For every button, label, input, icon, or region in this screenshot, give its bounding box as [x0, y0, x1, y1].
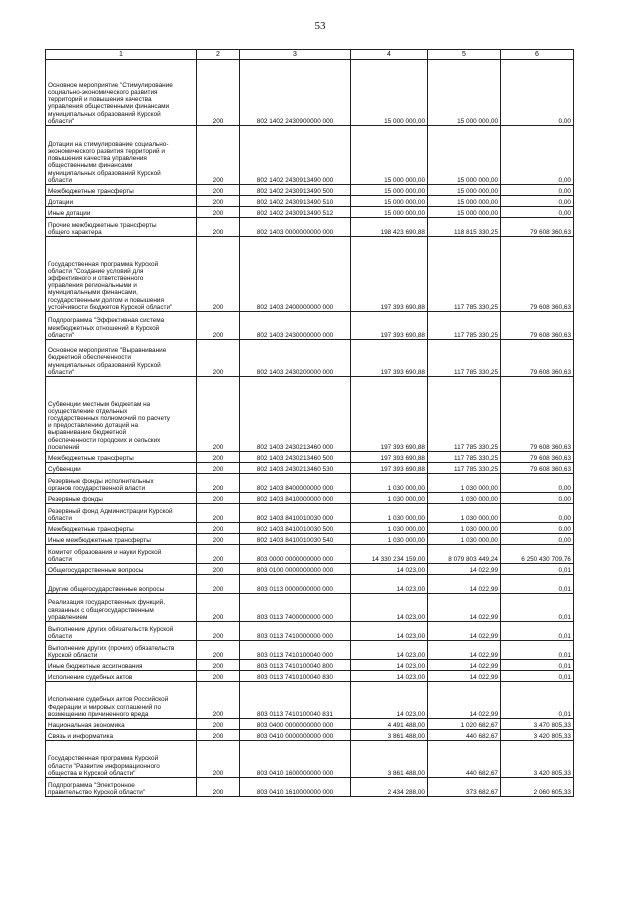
row-name-line: Государственная программа Курской	[48, 260, 159, 268]
row-amount-6: 0,00	[501, 504, 574, 523]
column-header-4: 4	[351, 50, 428, 60]
table-row	[46, 207, 574, 218]
row-amount-4: 15 000 000,00	[351, 196, 428, 207]
row-name-line: органов государственной власти	[48, 484, 146, 492]
row-name	[46, 126, 197, 185]
row-name-line: повышения качества управления	[48, 155, 147, 163]
column-header-1: 1	[46, 50, 197, 60]
row-amount-6: 0,00	[501, 493, 574, 504]
row-name-line: Исполнение судебных актов	[48, 673, 133, 681]
row-name-line: Межбюджетные трансферты	[48, 525, 134, 533]
row-classification: 802 1403 8410000000 000	[240, 493, 351, 504]
row-code: 200	[197, 671, 240, 682]
row-amount-5: 117 785 330,25	[428, 340, 501, 377]
row-classification: 803 0410 0000000000 000	[240, 730, 351, 741]
row-amount-6: 3 420 805,33	[501, 730, 574, 741]
row-name-line: Подпрограмма "Электронное	[48, 781, 135, 789]
row-amount-5: 117 785 330,25	[428, 463, 501, 474]
row-name	[46, 622, 197, 641]
row-name-line: области	[48, 555, 72, 563]
row-name-line: области	[48, 176, 72, 184]
row-name	[46, 575, 197, 594]
row-classification: 802 1403 8410010030 540	[240, 534, 351, 545]
row-amount-5: 1 030 000,00	[428, 523, 501, 534]
row-amount-4: 15 000 000,00	[351, 185, 428, 196]
row-code: 200	[197, 594, 240, 622]
row-code: 200	[197, 312, 240, 340]
row-code: 200	[197, 474, 240, 493]
table-row	[46, 564, 574, 575]
row-classification: 803 0113 0000000000 000	[240, 575, 351, 594]
row-classification: 803 0113 7410100040 830	[240, 671, 351, 682]
row-amount-4: 14 023,00	[351, 564, 428, 575]
row-code: 200	[197, 237, 240, 312]
row-code: 200	[197, 660, 240, 671]
row-code: 200	[197, 493, 240, 504]
row-amount-6: 0,01	[501, 641, 574, 660]
row-code: 200	[197, 622, 240, 641]
row-name	[46, 778, 197, 797]
row-amount-5: 14 022,99	[428, 641, 501, 660]
table-row	[46, 218, 574, 237]
row-amount-6: 0,00	[501, 207, 574, 218]
budget-table	[45, 49, 574, 797]
row-name	[46, 719, 197, 730]
table-row	[46, 523, 574, 534]
row-name-line: связанных с общегосударственным	[48, 606, 154, 614]
row-amount-4: 197 393 690,88	[351, 312, 428, 340]
row-amount-5: 14 022,99	[428, 671, 501, 682]
table-row	[46, 185, 574, 196]
row-name-line: Другие общегосударственные вопросы	[48, 585, 165, 593]
row-name	[46, 312, 197, 340]
row-name-line: области	[48, 514, 72, 522]
row-name-line: и предоставлению дотаций на	[48, 422, 139, 430]
row-code: 200	[197, 340, 240, 377]
column-header-5: 5	[428, 50, 501, 60]
row-code: 200	[197, 741, 240, 778]
row-code: 200	[197, 377, 240, 452]
row-classification: 803 0100 0000000000 000	[240, 564, 351, 575]
row-name-line: Иные дотации	[48, 209, 91, 217]
row-name-line: общественными финансами	[48, 162, 133, 170]
row-amount-4: 14 023,00	[351, 660, 428, 671]
row-classification: 802 1403 8410010030 500	[240, 523, 351, 534]
table-row	[46, 377, 574, 452]
row-classification: 803 0410 1600000000 000	[240, 741, 351, 778]
table-row	[46, 641, 574, 660]
row-name-line: муниципальных образований Курской	[48, 110, 161, 118]
row-code: 200	[197, 60, 240, 126]
row-amount-5: 117 785 330,25	[428, 377, 501, 452]
row-name-line: Межбюджетные трансферты	[48, 187, 134, 195]
row-name	[46, 196, 197, 207]
row-name-line: Резервные фонды исполнительных	[48, 477, 154, 485]
column-header-3: 3	[240, 50, 351, 60]
row-code: 200	[197, 534, 240, 545]
row-classification: 802 1402 2430913490 510	[240, 196, 351, 207]
row-name-line: области"	[48, 117, 75, 125]
table-row	[46, 534, 574, 545]
row-code: 200	[197, 218, 240, 237]
table-row	[46, 778, 574, 797]
row-code: 200	[197, 641, 240, 660]
table-row	[46, 622, 574, 641]
row-code: 200	[197, 452, 240, 463]
row-name-line: области	[48, 632, 72, 640]
row-name-line: Резервные фонды	[48, 495, 103, 503]
row-amount-6: 0,00	[501, 196, 574, 207]
row-amount-6: 0,01	[501, 575, 574, 594]
row-amount-6: 79 608 360,63	[501, 312, 574, 340]
row-name-line: поселений	[48, 443, 80, 451]
row-name	[46, 452, 197, 463]
row-name	[46, 534, 197, 545]
row-amount-5: 14 022,99	[428, 564, 501, 575]
row-amount-5: 117 785 330,25	[428, 312, 501, 340]
row-name-line: правительство Курской области"	[48, 788, 146, 796]
row-amount-4: 14 023,00	[351, 671, 428, 682]
row-amount-5: 14 022,99	[428, 594, 501, 622]
row-classification: 802 1403 2430000000 000	[240, 312, 351, 340]
table-row	[46, 545, 574, 564]
table-row	[46, 474, 574, 493]
row-code: 200	[197, 719, 240, 730]
row-name-line: Национальная экономика	[48, 721, 125, 729]
row-amount-4: 2 434 288,00	[351, 778, 428, 797]
row-amount-5: 15 000 000,00	[428, 126, 501, 185]
row-name-line: Субвенции местным бюджетам на	[48, 400, 151, 408]
table-row	[46, 660, 574, 671]
row-amount-6: 3 470 805,33	[501, 719, 574, 730]
row-name-line: Резервный фонд Администрации Курской	[48, 507, 173, 515]
row-name	[46, 741, 197, 778]
row-name	[46, 682, 197, 719]
row-name	[46, 660, 197, 671]
row-amount-5: 15 000 000,00	[428, 196, 501, 207]
row-classification: 802 1402 2430913490 500	[240, 185, 351, 196]
row-name-line: межбюджетных отношений в Курской	[48, 324, 160, 332]
row-name	[46, 185, 197, 196]
row-name	[46, 463, 197, 474]
row-amount-6: 0,00	[501, 185, 574, 196]
row-name-line: муниципальных образований Курской	[48, 361, 161, 369]
row-name-line: экономического развития территорий и	[48, 147, 165, 155]
row-code: 200	[197, 545, 240, 564]
row-code: 200	[197, 196, 240, 207]
row-classification: 802 1403 2400000000 000	[240, 237, 351, 312]
row-amount-4: 1 030 000,00	[351, 534, 428, 545]
row-amount-6: 0,01	[501, 622, 574, 641]
table-row	[46, 575, 574, 594]
row-amount-5: 14 022,99	[428, 575, 501, 594]
row-code: 200	[197, 523, 240, 534]
row-name-line: Субвенции	[48, 465, 81, 473]
row-name-line: возмещению причиненного вреда	[48, 710, 149, 718]
row-name	[46, 237, 197, 312]
row-classification: 802 1402 2430913490 512	[240, 207, 351, 218]
row-amount-5: 15 000 000,00	[428, 207, 501, 218]
row-name-line: муниципальных образований Курской	[48, 169, 161, 177]
row-classification: 802 1402 2430913490 000	[240, 126, 351, 185]
row-name	[46, 594, 197, 622]
row-name	[46, 564, 197, 575]
row-name-line: муниципальными финансами,	[48, 289, 138, 297]
row-name-line: обеспеченности городских и сельских	[48, 436, 161, 444]
row-code: 200	[197, 564, 240, 575]
row-amount-5: 1 030 000,00	[428, 493, 501, 504]
table-row	[46, 719, 574, 730]
row-amount-5: 15 000 000,00	[428, 185, 501, 196]
row-classification: 802 1403 8400000000 000	[240, 474, 351, 493]
row-name	[46, 545, 197, 564]
row-name-line: общества в Курской области"	[48, 769, 136, 777]
row-classification: 803 0113 7400000000 000	[240, 594, 351, 622]
row-amount-4: 197 393 690,88	[351, 452, 428, 463]
table-row	[46, 504, 574, 523]
table-row	[46, 594, 574, 622]
row-amount-4: 4 491 488,00	[351, 719, 428, 730]
row-amount-4: 198 423 690,88	[351, 218, 428, 237]
table-row	[46, 60, 574, 126]
row-amount-6: 2 060 605,33	[501, 778, 574, 797]
row-amount-4: 15 000 000,00	[351, 60, 428, 126]
row-amount-4: 1 030 000,00	[351, 493, 428, 504]
row-classification: 803 0410 1610000000 000	[240, 778, 351, 797]
row-classification: 802 1403 0000000000 000	[240, 218, 351, 237]
table-row	[46, 493, 574, 504]
row-name-line: Выполнение других (прочих) обязательств	[48, 644, 175, 652]
row-amount-4: 15 000 000,00	[351, 126, 428, 185]
row-amount-6: 79 608 360,63	[501, 377, 574, 452]
row-name-line: области "Развитие информационного	[48, 762, 160, 770]
row-name-line: Основное мероприятие "Выравнивание	[48, 347, 167, 355]
row-name-line: области"	[48, 331, 75, 339]
row-name	[46, 474, 197, 493]
row-name-line: Межбюджетные трансферты	[48, 454, 134, 462]
row-classification: 802 1403 2430213460 530	[240, 463, 351, 474]
row-amount-5: 15 000 000,00	[428, 60, 501, 126]
row-amount-4: 3 861 488,00	[351, 730, 428, 741]
row-code: 200	[197, 778, 240, 797]
row-amount-4: 1 030 000,00	[351, 504, 428, 523]
row-name-line: управления общественными финансами	[48, 103, 170, 111]
table-row	[46, 671, 574, 682]
table-row	[46, 452, 574, 463]
row-name-line: бюджетной обеспеченности	[48, 354, 131, 362]
row-name-line: Курской области	[48, 651, 98, 659]
row-classification: 802 1402 2430900000 000	[240, 60, 351, 126]
row-amount-6: 79 608 360,63	[501, 237, 574, 312]
row-name-line: устойчивости бюджетов Курской области"	[48, 303, 173, 311]
row-name-line: Исполнение судебных актов Российской	[48, 696, 169, 704]
row-name-line: Подпрограмма "Эффективная система	[48, 317, 165, 325]
row-name	[46, 730, 197, 741]
row-amount-4: 14 023,00	[351, 594, 428, 622]
row-code: 200	[197, 730, 240, 741]
table-row	[46, 196, 574, 207]
row-amount-6: 0,01	[501, 660, 574, 671]
row-amount-6: 79 608 360,63	[501, 340, 574, 377]
row-name-line: Общегосударственные вопросы	[48, 566, 144, 574]
row-amount-6: 0,00	[501, 534, 574, 545]
row-name-line: Реализация государственных функций,	[48, 599, 166, 607]
row-amount-4: 197 393 690,88	[351, 237, 428, 312]
row-amount-5: 1 030 000,00	[428, 534, 501, 545]
row-amount-4: 1 030 000,00	[351, 523, 428, 534]
row-name-line: Иные межбюджетные трансферты	[48, 536, 151, 544]
row-name	[46, 671, 197, 682]
row-amount-5: 1 030 000,00	[428, 504, 501, 523]
row-amount-5: 8 079 803 449,24	[428, 545, 501, 564]
row-amount-6: 0,00	[501, 523, 574, 534]
row-name-line: осуществление отдельных	[48, 407, 128, 415]
row-code: 200	[197, 575, 240, 594]
row-code: 200	[197, 207, 240, 218]
row-amount-6: 79 608 360,63	[501, 218, 574, 237]
row-amount-4: 15 000 000,00	[351, 207, 428, 218]
column-header-6: 6	[501, 50, 574, 60]
table-row	[46, 741, 574, 778]
row-name-line: Выполнение других обязательств Курской	[48, 625, 174, 633]
row-name	[46, 207, 197, 218]
row-classification: 802 1403 2430200000 000	[240, 340, 351, 377]
table-body	[46, 60, 574, 797]
row-classification: 803 0113 7410100040 831	[240, 682, 351, 719]
table-row	[46, 682, 574, 719]
row-classification: 803 0400 0000000000 000	[240, 719, 351, 730]
row-code: 200	[197, 463, 240, 474]
row-classification: 803 0113 7410100040 000	[240, 641, 351, 660]
row-amount-5: 14 022,99	[428, 682, 501, 719]
row-name	[46, 60, 197, 126]
row-amount-5: 14 022,99	[428, 622, 501, 641]
row-amount-6: 79 608 360,63	[501, 452, 574, 463]
row-amount-5: 440 682,67	[428, 741, 501, 778]
row-amount-6: 0,01	[501, 671, 574, 682]
table-row	[46, 237, 574, 312]
row-amount-4: 1 030 000,00	[351, 474, 428, 493]
row-name-line: Комитет образования и науки Курской	[48, 548, 162, 556]
row-name-line: выравнивание бюджетной	[48, 429, 127, 437]
row-classification: 802 1403 2430213460 000	[240, 377, 351, 452]
row-name-line: Иные бюджетные ассигнования	[48, 662, 143, 670]
row-name	[46, 218, 197, 237]
row-classification: 802 1403 2430213460 500	[240, 452, 351, 463]
row-name	[46, 504, 197, 523]
row-amount-6: 6 250 430 709,76	[501, 545, 574, 564]
row-amount-4: 3 861 488,00	[351, 741, 428, 778]
row-classification: 802 1403 8410010030 000	[240, 504, 351, 523]
row-amount-6: 3 420 805,33	[501, 741, 574, 778]
header-row	[46, 50, 574, 60]
row-amount-4: 14 330 234 159,00	[351, 545, 428, 564]
row-name-line: Прочие межбюджетные трансферты	[48, 221, 157, 229]
row-amount-5: 14 022,99	[428, 660, 501, 671]
column-header-2: 2	[197, 50, 240, 60]
row-code: 200	[197, 682, 240, 719]
row-name-line: социально-экономического развития	[48, 88, 158, 96]
row-code: 200	[197, 185, 240, 196]
table-row	[46, 463, 574, 474]
row-name-line: Дотации на стимулирование социально-	[48, 140, 169, 148]
row-classification: 803 0113 7410100040 800	[240, 660, 351, 671]
row-amount-6: 0,01	[501, 564, 574, 575]
row-amount-6: 0,00	[501, 60, 574, 126]
row-amount-4: 197 393 690,88	[351, 340, 428, 377]
row-amount-4: 14 023,00	[351, 682, 428, 719]
row-amount-5: 440 682,67	[428, 730, 501, 741]
row-amount-6: 0,00	[501, 474, 574, 493]
row-code: 200	[197, 504, 240, 523]
row-name-line: области"	[48, 368, 75, 376]
page-number: 53	[314, 20, 326, 32]
row-name-line: эффективного и ответственного	[48, 274, 144, 282]
row-amount-5: 117 785 330,25	[428, 237, 501, 312]
row-amount-6: 0,01	[501, 682, 574, 719]
table-row	[46, 340, 574, 377]
row-name-line: территорий и повышения качества	[48, 96, 152, 104]
row-classification: 803 0000 0000000000 000	[240, 545, 351, 564]
row-amount-4: 14 023,00	[351, 641, 428, 660]
row-amount-4: 197 393 690,88	[351, 463, 428, 474]
row-amount-6: 79 608 360,63	[501, 463, 574, 474]
row-amount-6: 0,01	[501, 594, 574, 622]
row-name-line: Основное мероприятие "Стимулирование	[48, 81, 173, 89]
row-amount-4: 14 023,00	[351, 622, 428, 641]
row-amount-5: 1 030 000,00	[428, 474, 501, 493]
table-row	[46, 312, 574, 340]
table-row	[46, 126, 574, 185]
row-amount-6: 0,00	[501, 126, 574, 185]
row-name-line: государственным долгом и повышения	[48, 296, 164, 304]
row-amount-5: 117 785 330,25	[428, 452, 501, 463]
row-name-line: управления региональными и	[48, 282, 137, 290]
row-name	[46, 377, 197, 452]
row-name-line: общего характера	[48, 228, 102, 236]
row-name-line: Связь и информатика	[48, 732, 114, 740]
row-name	[46, 523, 197, 534]
table-row	[46, 730, 574, 741]
row-name	[46, 641, 197, 660]
row-name-line: Государственная программа Курской	[48, 755, 159, 763]
row-amount-5: 118 815 330,25	[428, 218, 501, 237]
row-amount-5: 373 682,67	[428, 778, 501, 797]
row-classification: 803 0113 7410000000 000	[240, 622, 351, 641]
row-name-line: государственных полномочий по расчету	[48, 414, 171, 422]
row-name	[46, 493, 197, 504]
row-name-line: управлением	[48, 613, 88, 621]
row-name-line: области "Создание условий для	[48, 267, 144, 275]
row-code: 200	[197, 126, 240, 185]
row-amount-4: 14 023,00	[351, 575, 428, 594]
row-amount-5: 1 020 682,67	[428, 719, 501, 730]
row-name-line: Федерации и мировых соглашений по	[48, 703, 162, 711]
row-amount-4: 197 393 690,88	[351, 377, 428, 452]
row-name-line: Дотации	[48, 198, 74, 206]
row-name	[46, 340, 197, 377]
